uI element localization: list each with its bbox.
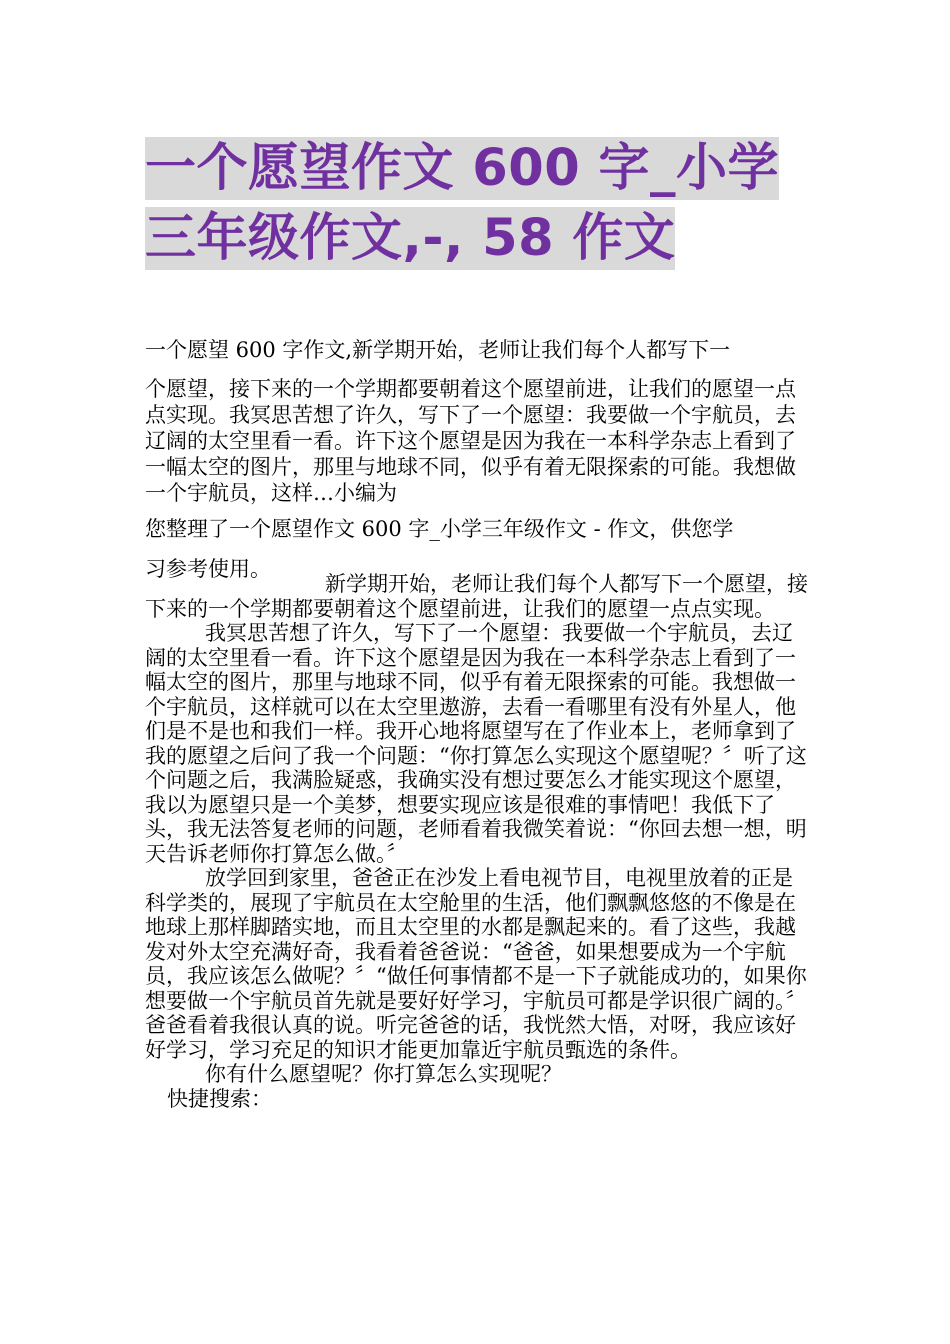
summary-block: 个愿望，接下来的一个学期都要朝着这个愿望前进，让我们的愿望一点点实现。我冥思苦想了许久，写下了一个愿望：我要做一个宇航员，去辽阔的太空里看一看。许下这个愿望是因为我在一本科学杂志上看到了一幅太空的图片，那里与地球不同，似乎有着无限探索的可能。我想做一个宇航员，这样…小编为: [145, 377, 796, 505]
quick-search-label: 快捷搜索：: [167, 1086, 272, 1111]
paragraph-1: 新学期开始，老师让我们每个人都写下一个愿望，接下来的一个学期都要朝着这个愿望前进，让我们的愿望一点点实现。: [145, 572, 808, 621]
title-line-2: 三年级作文,-, 58 作文: [145, 209, 676, 268]
paragraph-2: 我冥思苦想了许久，写下了一个愿望：我要做一个宇航员，去辽阔的太空里看一看。许下这个愿望是因为我在一本科学杂志上看到了一幅太空的图片，那里与地球不同，似乎有着无限探索的可能。我想做一个宇航员，这样就可以在太空里遨游，去看一看哪里有没有外星人，他们是不是也和我们一样。我开心地将愿望写在了作业本上，老师拿到了我的愿望之后问了我一个问题：“你打算怎么实现这个愿望呢？〞听了这个问题之后，我满脸疑惑，我确实没有想过要怎么才能实现这个愿望，我以为愿望只是一个美梦，想要实现应该是很难的事情吧！我低下了头，我无法答复老师的问题，老师看着我微笑着说：“你回去想一想，明天告诉老师你打算怎么做。〞: [145, 621, 807, 866]
title-line-1: 一个愿望作文 600 字_小学: [145, 139, 779, 198]
paragraph-4: 你有什么愿望呢？你打算怎么实现呢？: [205, 1062, 562, 1086]
document-title: [145, 137, 815, 270]
summary-abstract: [145, 336, 810, 582]
summary-line-4: 习参考使用。: [145, 557, 271, 581]
summary-line-1: 一个愿望 600 字作文,新学期开始，老师让我们每个人都写下一: [145, 338, 731, 362]
summary-line-3: 您整理了一个愿望作文 600 字_小学三年级作文 - 作文，供您学: [145, 517, 734, 541]
paragraph-3: 放学回到家里，爸爸正在沙发上看电视节目，电视里放着的正是科学类的，展现了宇航员在太空舱里的生活，他们飘飘悠悠的不像是在地球上那样脚踏实地，而且太空里的水都是飘起来的。看了这些，我越发对外太空充满好奇，我看着爸爸说：“爸爸，如果想要成为一个宇航员，我应该怎么做呢？〞“做任何事情都不是一下子就能成功的，如果你想要做一个宇航员首先就是要好好学习，宇航员可都是学识很广阔的。〞爸爸看着我很认真的说。听完爸爸的话，我恍然大悟，对呀，我应该好好学习，学习充足的知识才能更加靠近宇航员甄选的条件。: [145, 866, 807, 1062]
article-body: [145, 572, 810, 1111]
